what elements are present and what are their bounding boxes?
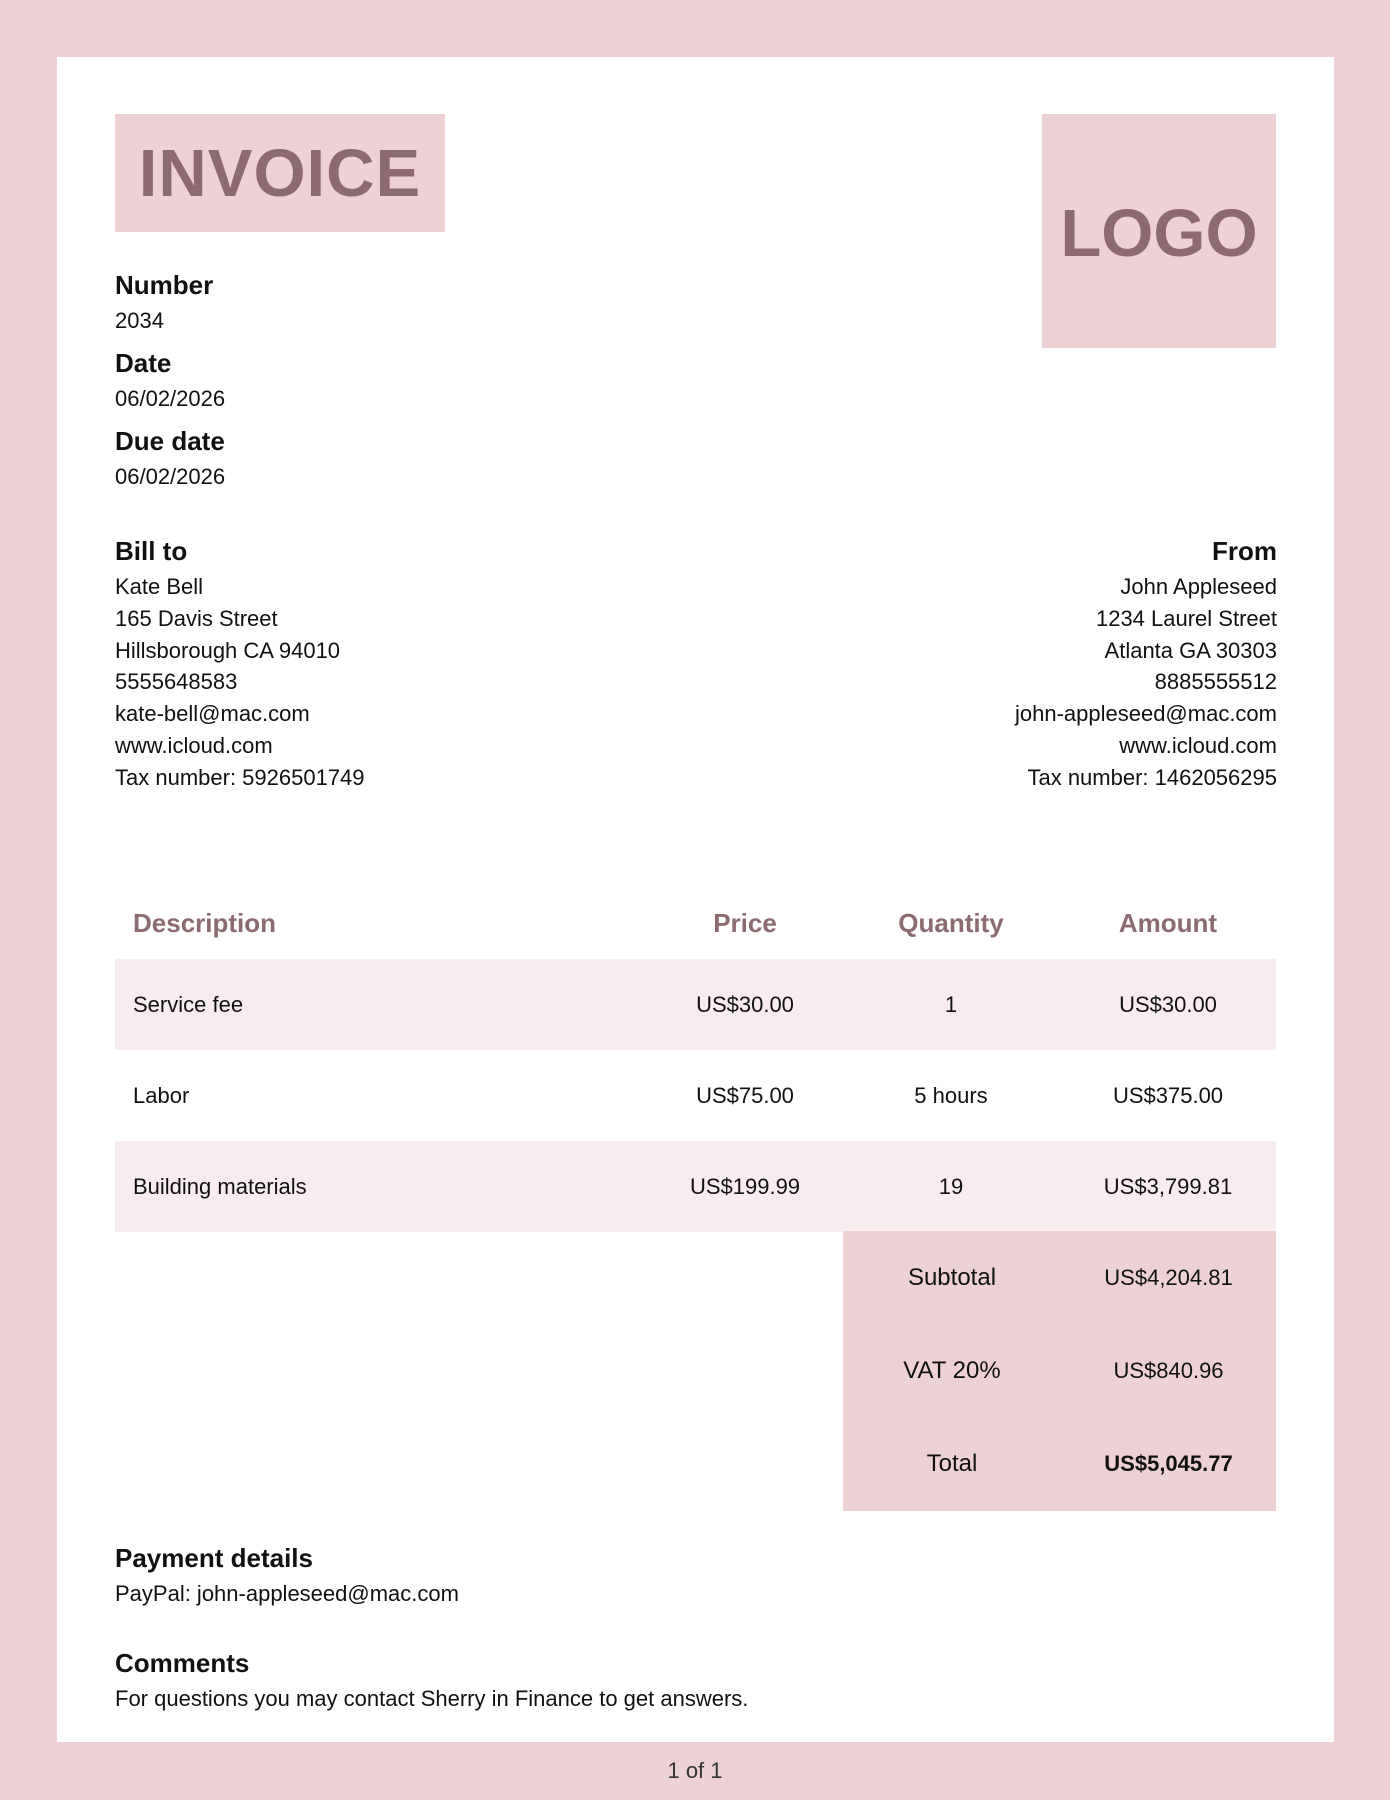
- cell-quantity: 1: [944, 991, 958, 1017]
- bill-to-email: kate-bell@mac.com: [115, 701, 310, 727]
- cell-description: Building materials: [133, 1173, 307, 1199]
- bill-to-name: Kate Bell: [115, 574, 204, 599]
- invoice-meta: [115, 267, 225, 501]
- line-items-table: [115, 887, 1276, 1232]
- table-row: [115, 959, 1276, 1050]
- from-tax-number: Tax number: 1462056295: [1027, 764, 1277, 790]
- bill-to-city: Hillsborough CA 94010: [115, 637, 341, 663]
- column-header-quantity: Quantity: [898, 907, 1004, 938]
- comments-heading: Comments: [115, 1648, 250, 1678]
- invoice-title-box: [115, 114, 445, 232]
- bill-to-heading: Bill to: [115, 536, 188, 566]
- table-row: [115, 1141, 1276, 1232]
- logo-placeholder[interactable]: [1042, 114, 1276, 348]
- cell-price: US$199.99: [689, 1173, 801, 1199]
- due-date-value: 06/02/2026: [115, 464, 226, 489]
- date-value: 06/02/2026: [115, 386, 226, 411]
- cell-amount: US$30.00: [1119, 991, 1217, 1017]
- column-header-amount: Amount: [1118, 907, 1218, 938]
- table-row: [115, 1050, 1276, 1141]
- bill-to-section: [115, 533, 365, 794]
- from-phone: 8885555512: [1154, 669, 1277, 695]
- vat-label: VAT 20%: [903, 1356, 1001, 1384]
- bill-to-tax-number: Tax number: 5926501749: [115, 764, 365, 790]
- invoice-page: [57, 57, 1334, 1742]
- cell-description: Labor: [133, 1082, 190, 1108]
- total-value: US$5,045.77: [1104, 1451, 1233, 1477]
- cell-quantity: 5 hours: [914, 1082, 988, 1108]
- from-website: www.icloud.com: [1119, 732, 1277, 758]
- page-indicator: 1 of 1: [667, 1758, 723, 1783]
- from-email: john-appleseed@mac.com: [1014, 701, 1277, 727]
- payment-details-section: [115, 1540, 459, 1607]
- comments-section: [115, 1645, 775, 1712]
- comments-text: For questions you may contact Sherry in Finance to get answers.: [115, 1686, 749, 1711]
- number-value: 2034: [115, 308, 164, 333]
- totals-box: [843, 1231, 1276, 1511]
- payment-details-text: PayPal: john-appleseed@mac.com: [115, 1581, 459, 1606]
- bill-to-street: 165 Davis Street: [115, 605, 278, 631]
- subtotal-row: [843, 1231, 1276, 1324]
- bill-to-phone: 5555648583: [115, 669, 238, 695]
- from-city: Atlanta GA 30303: [1104, 637, 1277, 663]
- from-name: John Appleseed: [1120, 574, 1277, 599]
- cell-description: Service fee: [133, 991, 244, 1017]
- cell-price: US$75.00: [696, 1082, 794, 1108]
- from-street: 1234 Laurel Street: [1095, 605, 1277, 631]
- logo-text: LOGO: [1060, 195, 1258, 271]
- bill-to-website: www.icloud.com: [115, 732, 273, 758]
- due-date-label: Due date: [115, 426, 225, 456]
- number-label: Number: [115, 270, 214, 300]
- cell-price: US$30.00: [696, 991, 794, 1017]
- date-label: Date: [115, 348, 172, 378]
- cell-quantity: 19: [938, 1173, 964, 1199]
- vat-row: [843, 1324, 1276, 1417]
- subtotal-label: Subtotal: [907, 1263, 997, 1291]
- from-section: [1015, 533, 1277, 794]
- invoice-title: INVOICE: [138, 135, 422, 211]
- cell-amount: US$375.00: [1112, 1082, 1224, 1108]
- cell-amount: US$3,799.81: [1103, 1173, 1233, 1199]
- column-header-price: Price: [713, 907, 777, 938]
- column-header-description: Description: [133, 907, 277, 938]
- table-header: [115, 887, 1276, 959]
- from-heading: From: [1212, 536, 1277, 566]
- total-row: [843, 1418, 1276, 1511]
- subtotal-value: US$4,204.81: [1104, 1264, 1233, 1290]
- vat-value: US$840.96: [1113, 1357, 1224, 1383]
- total-label: Total: [926, 1450, 978, 1478]
- payment-details-heading: Payment details: [115, 1543, 313, 1573]
